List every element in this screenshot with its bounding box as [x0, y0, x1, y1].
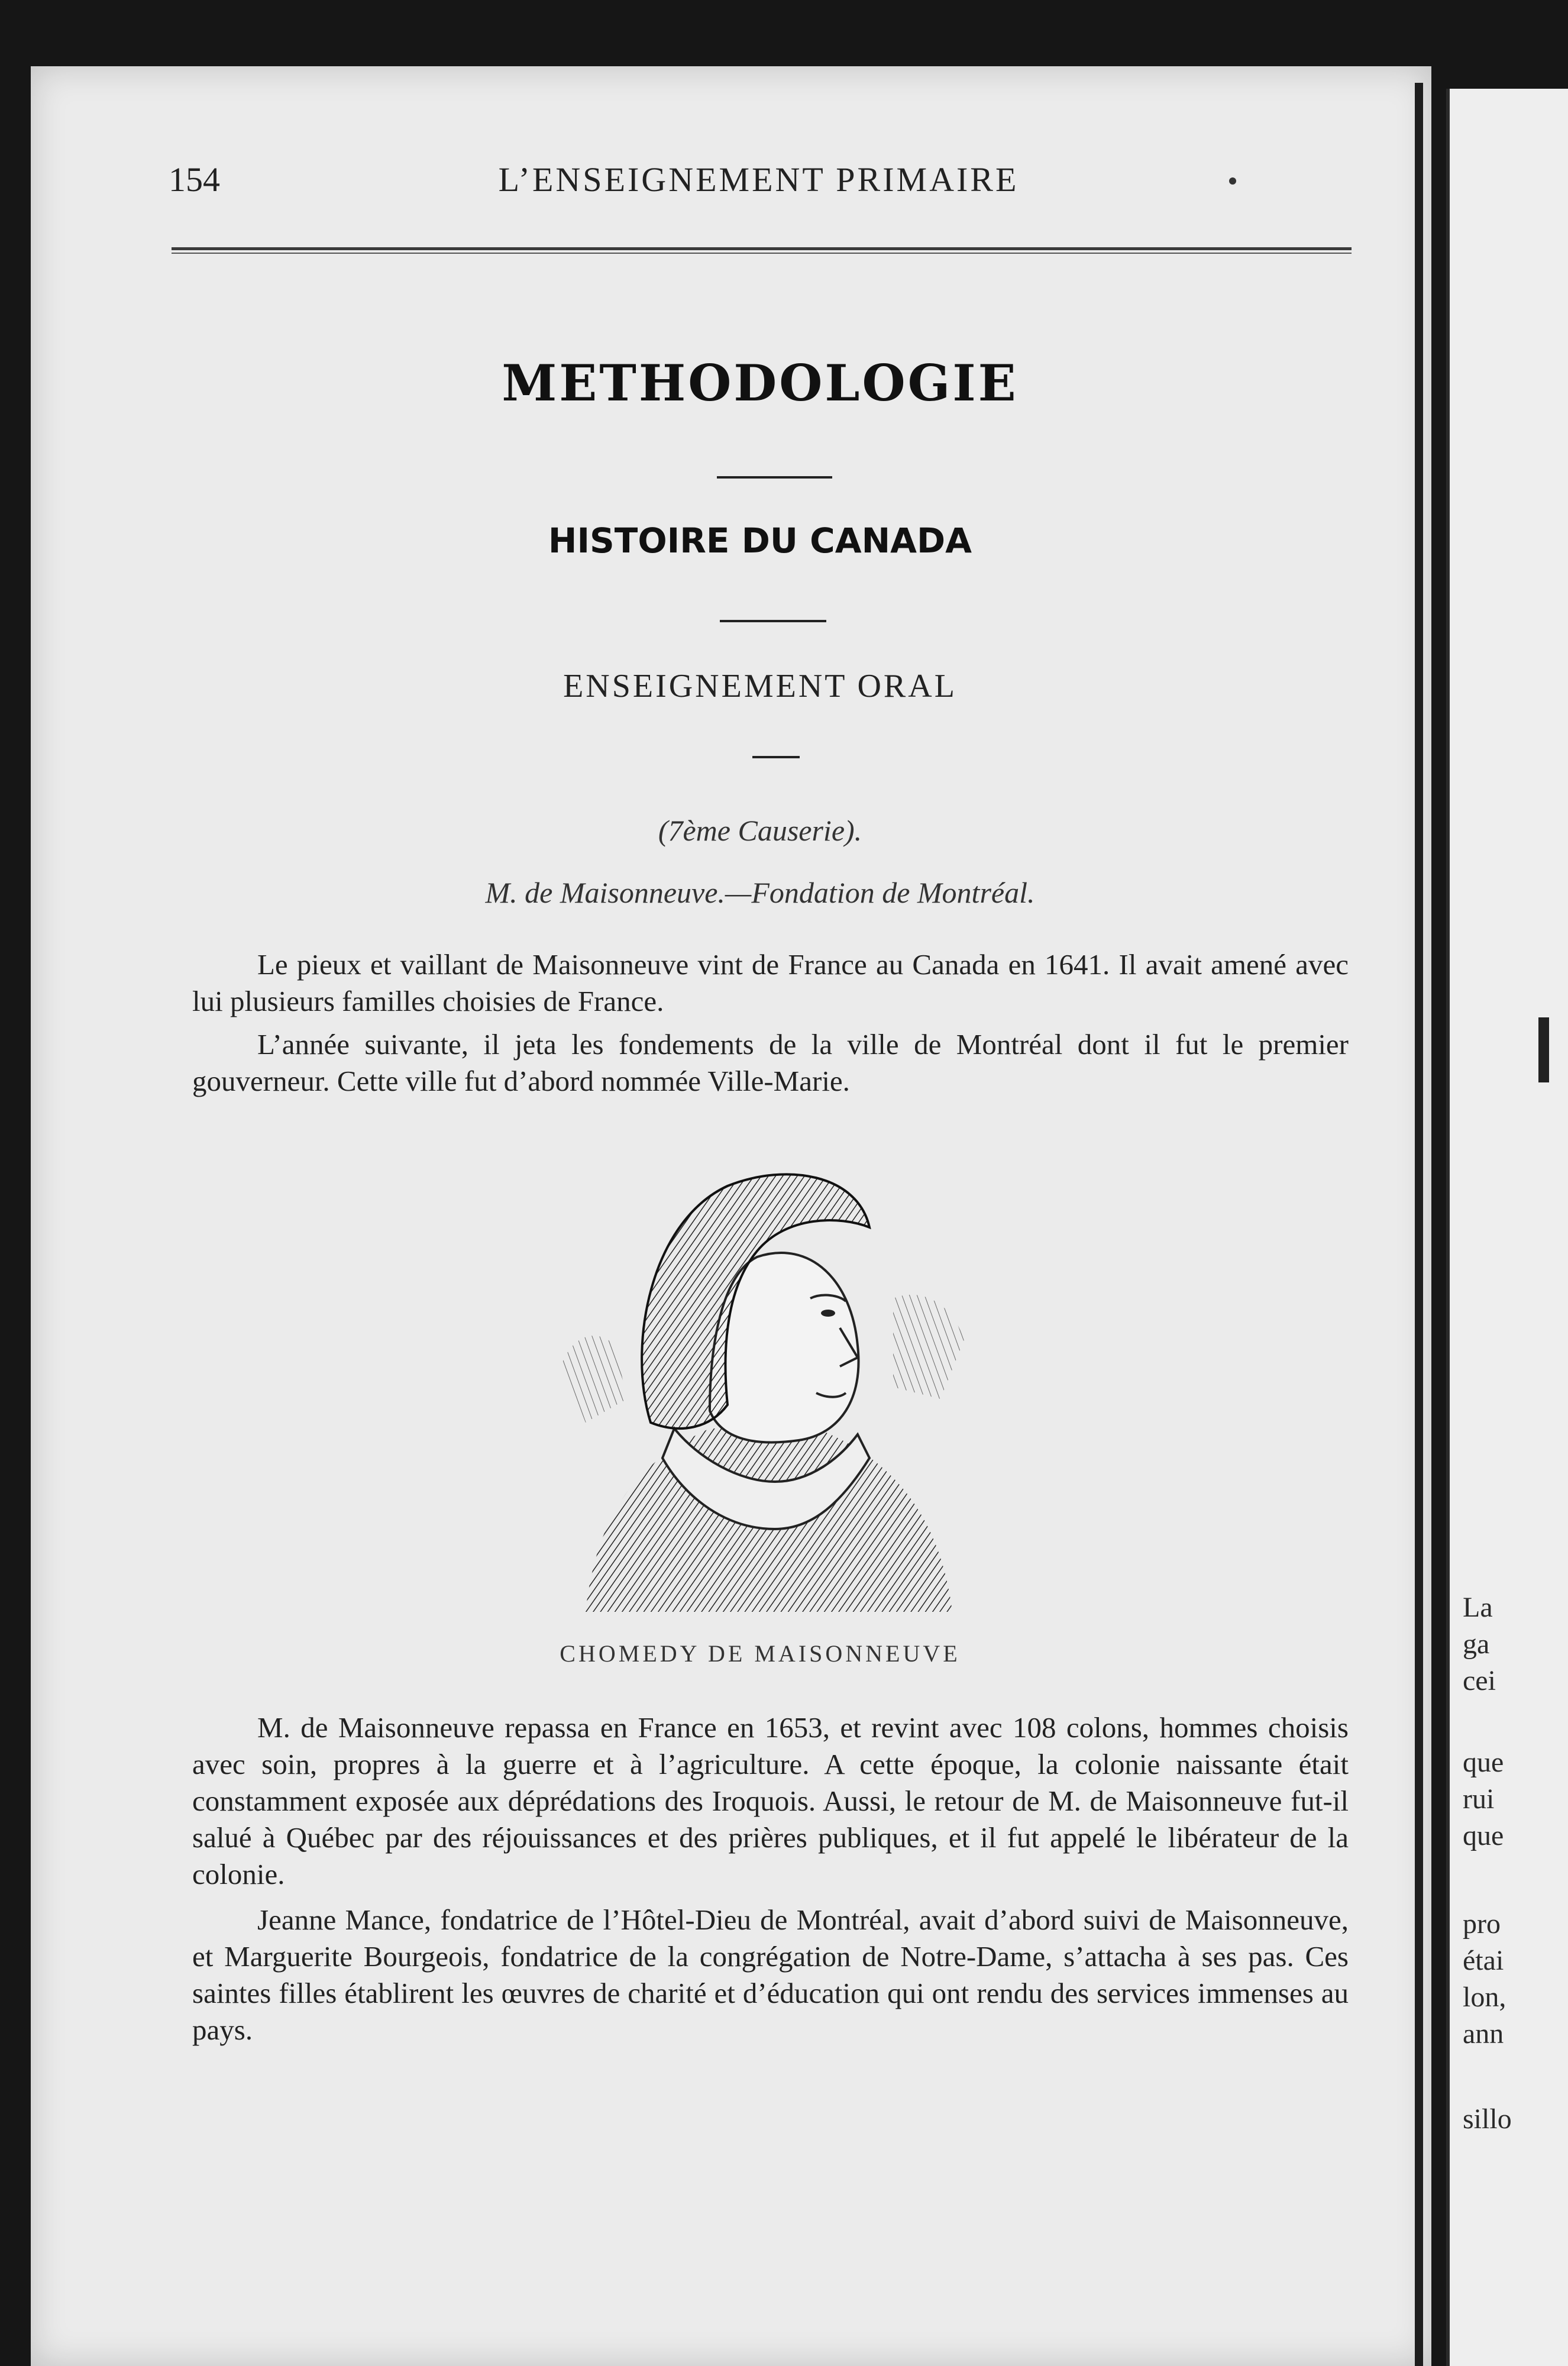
paragraph: Jeanne Mance, fondatrice de l’Hôtel-Dieu de Montréal, avait d’abord suivi de Maisonneuve, et Marguerite Bourgeois, fondatrice de la congrégation de Notre-Dame, s’attacha à ses pas. Ces saintes filles établirent les œuvres de charité et d’éducation qui ont rendu des services immenses au pays.	[192, 1903, 1349, 2046]
separator	[720, 620, 826, 622]
facing-fragment: pro	[1463, 1908, 1501, 1940]
paragraph: L’année suivante, il jeta les fondements de la ville de Montréal dont il fut le premier gouverneur. Cette ville fut d’abord nommée Ville-Marie.	[192, 1028, 1349, 1097]
facing-fragment: que	[1463, 1747, 1504, 1778]
portrait-engraving	[562, 1150, 976, 1612]
page-number: 154	[169, 160, 220, 199]
facing-fragment: lon,	[1463, 1982, 1506, 2013]
facing-fragment: La	[1463, 1592, 1493, 1623]
paragraph: M. de Maisonneuve repassa en France en 1653, et revint avec 108 colons, hommes choisis avec soin, propres à la guerre et à l’agriculture. A cette époque, la colonie naissante était constamment exposée aux déprédations des Iroquois. Aussi, le retour de M. de Maisonneuve fut-il salué à Québec par des réjouissances et des prières publiques, et il fut appelé le libérateur de la colonie.	[192, 1711, 1349, 1890]
facing-fragment: sillo	[1463, 2103, 1512, 2135]
facing-page	[1446, 89, 1568, 2366]
subtitle: HISTOIRE DU CANADA	[548, 521, 972, 561]
facing-fragment: ann	[1463, 2018, 1504, 2050]
page-mark	[1538, 1017, 1549, 1082]
causerie-label: (7ème Causerie).	[658, 814, 862, 847]
page-edge	[1415, 83, 1423, 2366]
running-title: L’ENSEIGNEMENT PRIMAIRE	[498, 160, 1019, 199]
lesson-subject: M. de Maisonneuve.—Fondation de Montréal.	[485, 876, 1035, 909]
ink-dot	[1229, 177, 1236, 185]
portrait-caption: CHOMEDY DE MAISONNEUVE	[560, 1640, 961, 1667]
facing-fragment: étai	[1463, 1945, 1504, 1976]
facing-fragment: rui	[1463, 1783, 1495, 1815]
separator	[717, 476, 832, 479]
main-title: METHODOLOGIE	[502, 354, 1019, 412]
facing-fragment: ga	[1463, 1628, 1490, 1660]
facing-fragment: cei	[1463, 1665, 1496, 1696]
running-head	[169, 160, 1349, 207]
separator	[752, 756, 800, 758]
header-rule	[172, 247, 1352, 254]
facing-fragment: que	[1463, 1820, 1504, 1851]
section-title: ENSEIGNEMENT ORAL	[563, 668, 957, 704]
paragraph: Le pieux et vaillant de Maisonneuve vint de France au Canada en 1641. Il avait amené avec lui plusieurs familles choisies de France.	[192, 948, 1349, 1017]
